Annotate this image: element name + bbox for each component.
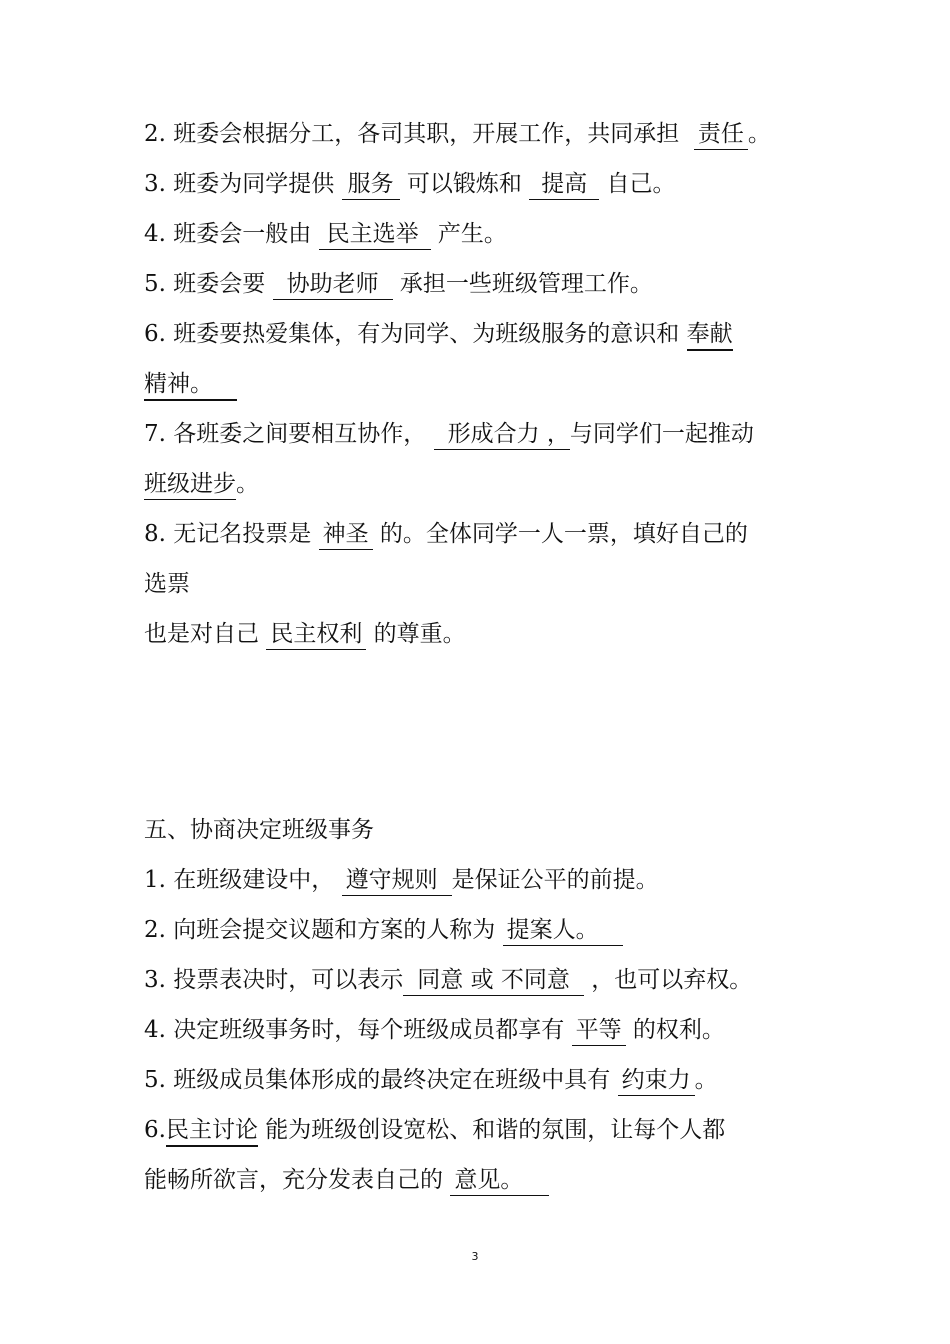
item-text: 可以锻炼和 bbox=[406, 171, 522, 197]
item-text: 是保证公平的前提。 bbox=[451, 867, 659, 893]
answer-blank: 形成合力 ， bbox=[434, 419, 570, 450]
item-text: 能为班级创设宽松、和谐的氛围，让每个人都 bbox=[265, 1117, 726, 1143]
item-5-5 bbox=[144, 1062, 718, 1098]
answer-blank: 提案人。 bbox=[503, 915, 623, 946]
answer-blank: 提高 bbox=[529, 169, 599, 200]
item-5-1 bbox=[144, 862, 659, 898]
item-text: 5. 班委会要 bbox=[144, 271, 266, 297]
item-text: 选票 bbox=[144, 571, 190, 597]
item-text: 的尊重。 bbox=[373, 621, 466, 647]
answer-blank: 责任 bbox=[694, 119, 748, 150]
item-4-6-cont bbox=[144, 366, 237, 402]
item-text: 的权利。 bbox=[632, 1017, 725, 1043]
item-4-8-cont bbox=[144, 566, 190, 602]
section-heading: 五、协商决定班级事务 bbox=[144, 817, 374, 843]
item-5-3 bbox=[144, 962, 752, 998]
answer-blank: 神圣 bbox=[319, 519, 373, 550]
item-4-7-cont bbox=[144, 466, 259, 502]
item-4-3 bbox=[144, 166, 676, 202]
answer-blank: 同意 或 不同意 bbox=[403, 965, 584, 996]
item-text: 承担一些班级管理工作。 bbox=[399, 271, 653, 297]
item-text: 。 bbox=[694, 1067, 718, 1093]
item-text: 2. 向班会提交议题和方案的人称为 bbox=[144, 917, 496, 943]
item-4-6 bbox=[144, 316, 733, 352]
item-text: 2. 班委会根据分工，各司其职，开展工作，共同承担 bbox=[144, 121, 680, 147]
item-4-8 bbox=[144, 516, 748, 552]
answer-blank: 精神。 bbox=[144, 369, 237, 401]
item-text: 自己。 bbox=[606, 171, 676, 197]
item-text: 与同学们一起推动 bbox=[569, 421, 754, 447]
item-text: 。 bbox=[747, 121, 771, 147]
item-4-4 bbox=[144, 216, 507, 252]
item-text: 7. 各班委之间要相互协作， bbox=[144, 421, 427, 447]
answer-blank: 协助老师 bbox=[273, 269, 393, 300]
answer-blank: 服务 bbox=[342, 169, 400, 200]
item-text: 6. bbox=[144, 1117, 166, 1143]
answer-blank: 班级进步 bbox=[144, 469, 236, 500]
item-text: 4. 班委会一般由 bbox=[144, 221, 312, 247]
answer-blank: 意见。 bbox=[450, 1165, 549, 1196]
item-text: 6. 班委要热爱集体，有为同学、为班级服务的意识和 bbox=[144, 321, 680, 347]
item-4-7 bbox=[144, 416, 754, 452]
item-text: 。 bbox=[236, 471, 259, 497]
item-text: 4. 决定班级事务时，每个班级成员都享有 bbox=[144, 1017, 565, 1043]
item-5-4 bbox=[144, 1012, 725, 1048]
item-5-6 bbox=[144, 1112, 725, 1148]
answer-blank: 遵守规则 bbox=[342, 865, 452, 896]
answer-blank: 民主讨论 bbox=[166, 1115, 258, 1147]
page-number: 3 bbox=[471, 1250, 479, 1263]
item-5-6-cont bbox=[144, 1162, 549, 1198]
item-text: 的。全体同学一人一票，填好自己的 bbox=[379, 521, 748, 547]
item-text: 3. 班委为同学提供 bbox=[144, 171, 335, 197]
answer-blank: 奉献 bbox=[687, 319, 733, 351]
item-4-2 bbox=[144, 116, 771, 152]
item-5-2 bbox=[144, 912, 623, 948]
answer-blank: 民主选举 bbox=[319, 219, 431, 250]
item-text: 也是对自己 bbox=[144, 621, 259, 647]
item-text: ，也可以弃权。 bbox=[591, 967, 753, 993]
answer-blank: 平等 bbox=[572, 1015, 626, 1046]
item-text: 1. 在班级建设中， bbox=[144, 867, 335, 893]
item-text: 产生。 bbox=[437, 221, 507, 247]
answer-blank: 约束力 bbox=[618, 1065, 695, 1096]
item-text: 3. 投票表决时，可以表示 bbox=[144, 967, 404, 993]
item-4-5 bbox=[144, 266, 653, 302]
item-text: 能畅所欲言，充分发表自己的 bbox=[144, 1167, 443, 1193]
item-4-8-cont2 bbox=[144, 616, 466, 652]
answer-blank: 民主权利 bbox=[266, 619, 366, 650]
item-text: 8. 无记名投票是 bbox=[144, 521, 312, 547]
item-text: 5. 班级成员集体形成的最终决定在班级中具有 bbox=[144, 1067, 611, 1093]
